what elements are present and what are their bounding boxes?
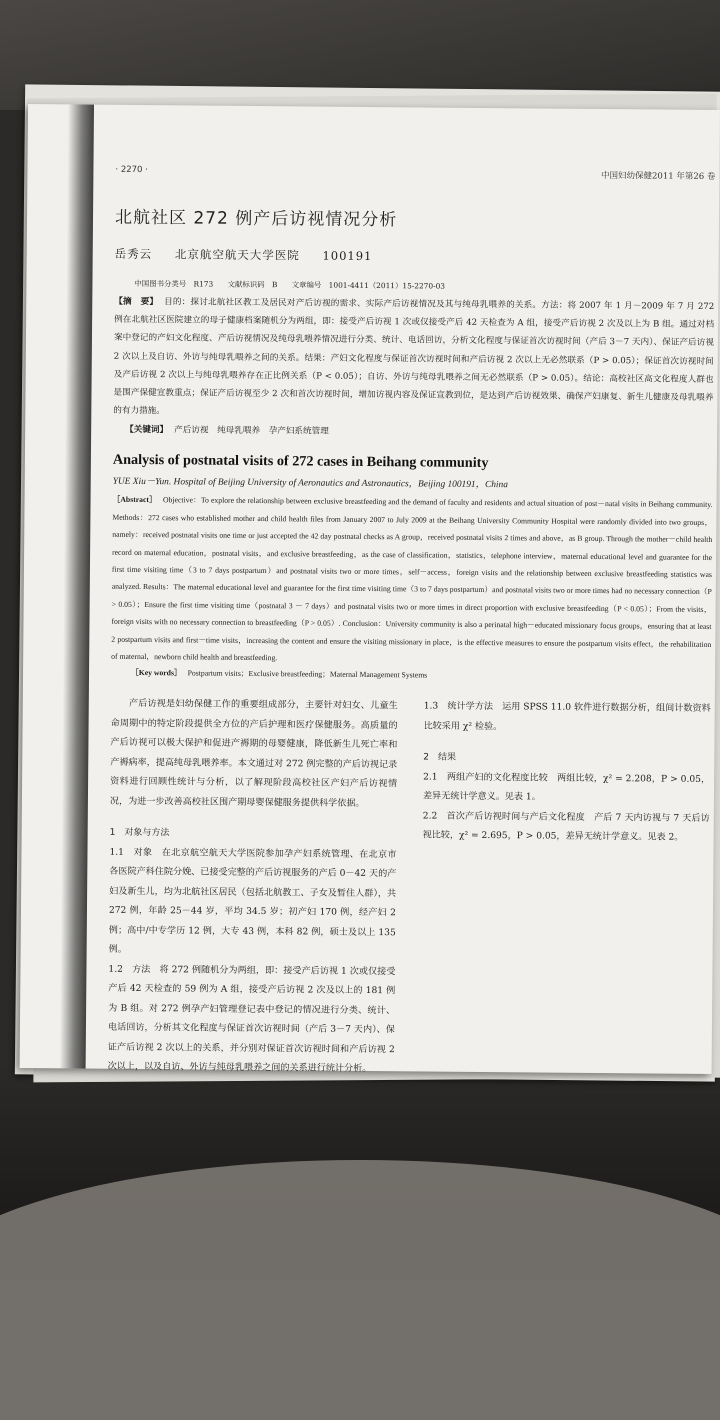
- chinese-title: 北航社区 272 例产后访视情况分析: [114, 207, 398, 231]
- page-content: [108, 165, 716, 1083]
- subsection-paragraph: 2.1 两组产妇的文化程度比较 两组比较，χ² = 2.208，P > 0.05，差异无统计学意义。见表 1。: [422, 772, 711, 803]
- author-affiliation: 北京航空航天大学医院: [174, 247, 300, 263]
- article-number: 文章编号 1001-4411（2011）15-2270-03: [291, 280, 446, 291]
- background-cloth: [0, 1160, 720, 1420]
- keywords-text-zh: 产后访视 纯母乳喂养 孕产妇系统管理: [174, 425, 329, 438]
- abstract-label-zh: 【摘 要】: [114, 296, 159, 308]
- running-head: [115, 165, 715, 182]
- section-heading: 1 对象与方法: [109, 828, 170, 839]
- subsection-paragraph: 1.3 统计学方法 运用 SPSS 11.0 软件进行数据分析，组间计数资料比较采用 χ² 检验。: [423, 701, 711, 733]
- abstract-text-en: Objective：To explore the relationship between exclusive breastfeeding and the demand of faculty and residents and actual situation of post－natal visits in Beihang community. Methods：272 cases who established mother and child health files from January 2007 to July 2009 at the Beihang University Community Hospital were randomly divided into two groups，namely：received postnatal visits one time or just accepted the 42 day postnatal checks as A group，received postnatal visits 2 times and above，as B group. Through the mother－child health record on maternal education，postnatal visits，and exclusive breastfeeding，as the case of classification，statistics，telephone interview，maternal educational level and guarantee for the first time visiting time（3 to 7 days postpartum）and postnatal visits two or more times，self－access，foreign visits and the relationship between exclusive breastfeeding statistics was analyzed. Results：The maternal educational level and guarantee for the first time visiting time（3 to 7 days postpartum）and postnatal visits two or more times had no necessary connection（P > 0.05）；Ensure the first time visiting time（postnatal 3 － 7 days）and postnatal visits two or more times in direct proportion with exclusive breastfeeding（P < 0.05）；From the visits，foreign visits with no necessary connection to breastfeeding（P > 0.05）. Conclusion：University community is also a perinatal high－educated missionary focus groups，ensuring that at least 2 postpartum visits and first－time visits，increasing the content and ensure the visiting missionary in place，is the effective measures to ensure the postpartum visits effect，the rehabilitation of maternal，newborn child health and breastfeeding.: [111, 495, 713, 663]
- subsection-paragraph: 1.2 方法 将 272 例随机分为两组，即：接受产后访视 1 次或仅接受产后 42 天检查的 59 例为 A 组，接受产后访视 2 次及以上的 181 例为 B 组。对 272 例孕产妇管理登记表中登记的情况进行分类、统计、电话回访，分析其文化程度与保证首次访视时间（产后 3－7 天内）、保证产后访视 2 次以上的关系，并分别对保证首次访视时间和产后访视 2 次以上，以及自访、外访与纯母乳喂养之间的关系进行统计分析。: [107, 964, 396, 1075]
- body-columns: [108, 695, 711, 1083]
- subsection-paragraph: 1.1 对象 在北京航空航天大学医院参加孕产妇系统管理、在北京市各医院产科住院分娩、已接受完整的产后访视服务的产后 0－42 天的产妇及新生儿，均为北航社区居民（包括北航教工、子女及暂住人群），共 272 例，年龄 25－44 岁，平均 34.5 岁；初产妇 170 例，经产妇 2 例；高中/中专学历 12 例，大专 43 例，本科 82 例，硕士及以上 135 例。: [108, 847, 397, 956]
- section-heading: 2 结果: [423, 752, 457, 764]
- keywords-label-en: ［Key words］: [131, 668, 182, 678]
- right-column: [420, 698, 710, 1083]
- abstract-label-en: ［Abstract］: [112, 495, 158, 505]
- subsection-paragraph: 2.2 首次产后访视时间与产后文化程度 产后 7 天内访视与 7 天后访视比较，χ² = 2.695，P > 0.05，差异无统计学意义。见表 2。: [422, 811, 710, 844]
- author-name: 岳秀云: [114, 246, 153, 262]
- clc-number: 中国图书分类号 R173: [134, 278, 214, 289]
- binding-shadow: [60, 104, 94, 1068]
- left-column: [108, 695, 398, 1080]
- intro-paragraph: 产后访视是妇幼保健工作的重要组成部分，主要针对妇女、儿童生命周期中的特定阶段提供全方位的产后护理和医疗保健服务。高质量的产后访视可以极大保护和促进产褥期的母婴健康，降低新生儿死亡率和产褥病率，提高纯母乳喂养率。本文通过对 272 例完整的产后访视记录资料进行回顾性统计与分析，以了解现阶段高校社区产妇产后访视情况，为进一步改善高校社区围产期母婴保健服务提供科学依据。: [109, 699, 398, 809]
- journal-page: [20, 104, 720, 1074]
- author-postcode: 100191: [322, 248, 373, 264]
- article-meta: [114, 278, 714, 294]
- document-code: 文献标识码 B: [227, 279, 278, 290]
- english-author-line: YUE Xiu－Yun. Hospital of Beijing University of Aeronautics and Astronautics，Beijing 100191，China: [112, 477, 508, 491]
- page-number: · 2270 ·: [115, 164, 148, 176]
- chinese-author-line: [115, 246, 715, 267]
- keywords-label-zh: 【关键词】: [125, 425, 169, 436]
- keywords-text-en: Postpartum visits；Exclusive breastfeeding；Maternal Management Systems: [187, 668, 428, 680]
- journal-name: 中国妇幼保健2011 年第26 卷: [600, 171, 716, 183]
- chinese-keywords: [113, 422, 713, 443]
- abstract-text-zh: 目的：探讨北航社区教工及居民对产后访视的需求、实际产后访视情况及其与纯母乳喂养的关系。方法：将 2007 年 1 月－2009 年 7 月 272 例在北航社区医院建立的母子健康档案随机分为两组，即：接受产后访视 1 次或仅接受产后 42 天检查为 A 组，接受产后访视 2 次及以上为 B 组。通过对档案中登记的产妇文化程度、产后访视情况及纯母乳喂养情况进行分类、统计、电话回访，分析文化程度与保证首次访视时间（产后 3－7 天内）、保证产后访视 2 次以上及自访、外访与纯母乳喂养之间的关系。结果：产妇文化程度与保证首次访视时间和产后访视 2 次以上无必然联系（P > 0.05）；保证首次访视时间及产后访视 2 次以上与纯母乳喂养存在正比例关系（P < 0.05）；自访、外访与纯母乳喂养之间无必然联系（P > 0.05）。结论：高校社区高文化程度人群也是围产保健宣教重点；保证产后访视至少 2 次和首次访视时间，增加访视内容及保证宣教到位，是达到产后访视效果、确保产妇康复、新生儿健康及母乳喂养的有力措施。: [113, 297, 715, 417]
- english-abstract: [111, 491, 712, 670]
- english-title: Analysis of postnatal visits of 272 cases in Beihang community: [112, 452, 489, 472]
- chinese-abstract: [113, 293, 714, 426]
